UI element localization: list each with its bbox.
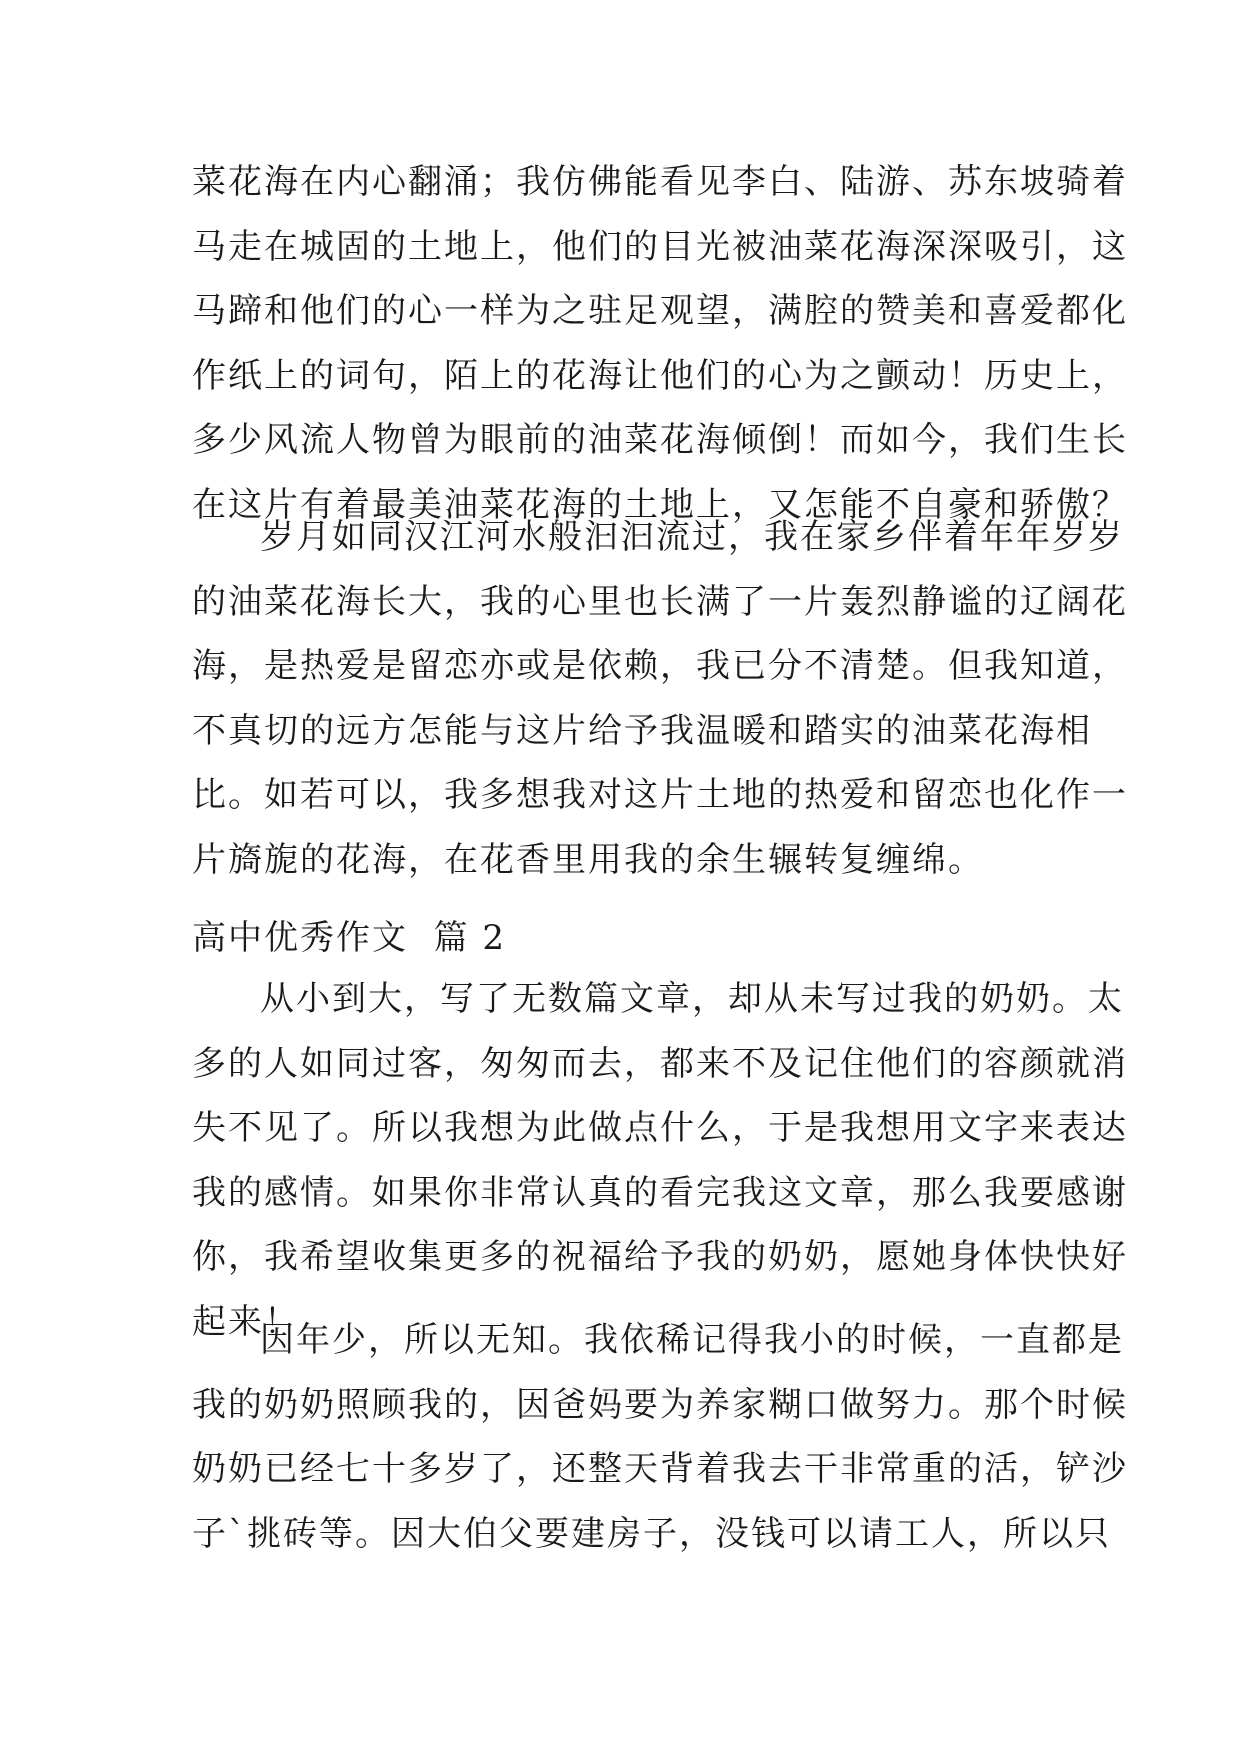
text-line: 多的人如同过客，匆匆而去，都来不及记住他们的容颜就消: [192, 1043, 1128, 1084]
text-line: 奶奶已经七十多岁了，还整天背着我去干非常重的活，铲沙: [192, 1449, 1128, 1489]
text-line: 从小到大，写了无数篇文章，却从未写过我的奶奶。太: [260, 979, 1124, 1019]
section-heading-text: 高中优秀作文 篇 2: [192, 918, 507, 958]
text-line: 比。如若可以，我多想我对这片土地的热爱和留恋也化作一: [192, 775, 1128, 815]
text-line: 作纸上的词句，陌上的花海让他们的心为之颤动！历史上，: [192, 355, 1128, 396]
text-line: 多少风流人物曾为眼前的油菜花海倾倒！而如今，我们生长: [192, 420, 1128, 460]
text-line: 起来！: [192, 1301, 300, 1342]
paragraph-memory: [192, 1308, 1128, 1566]
section-heading: [192, 906, 1072, 971]
text-line: 马走在城固的土地上，他们的目光被油菜花海深深吸引，这: [192, 226, 1128, 267]
text-line: 在这片有着最美油菜花海的土地上，又怎能不自豪和骄傲？: [192, 484, 1128, 525]
text-line: 菜花海在内心翻涌；我仿佛能看见李白、陆游、苏东坡骑着: [192, 162, 1128, 202]
text-line: 因年少，所以无知。我依稀记得我小的时候，一直都是: [260, 1320, 1124, 1360]
text-line: 海，是热爱是留恋亦或是依赖，我已分不清楚。但我知道，: [192, 646, 1128, 686]
text-line: 子`挑砖等。因大伯父要建房子，没钱可以请工人，所以只: [192, 1513, 1111, 1554]
text-line: 我的感情。如果你非常认真的看完我这文章，那么我要感谢: [192, 1172, 1128, 1213]
text-line: 我的奶奶照顾我的，因爸妈要为养家糊口做努力。那个时候: [192, 1384, 1128, 1425]
text-line: 马蹄和他们的心一样为之驻足观望，满腔的赞美和喜爱都化: [192, 291, 1128, 331]
paragraph-intro: [192, 967, 1128, 1354]
paragraph-closing: [192, 505, 1128, 892]
text-line: 片旖旎的花海，在花香里用我的余生辗转复缠绵。: [192, 839, 984, 880]
text-line: 你，我希望收集更多的祝福给予我的奶奶，愿她身体快快好: [192, 1237, 1128, 1277]
text-line: 不真切的远方怎能与这片给予我温暖和踏实的油菜花海相: [192, 710, 1092, 751]
text-line: 失不见了。所以我想为此做点什么，于是我想用文字来表达: [192, 1108, 1128, 1148]
text-line: 的油菜花海长大，我的心里也长满了一片轰烈静谧的辽阔花: [192, 581, 1128, 622]
text-line: 岁月如同汉江河水般汩汩流过，我在家乡伴着年年岁岁: [260, 517, 1124, 557]
